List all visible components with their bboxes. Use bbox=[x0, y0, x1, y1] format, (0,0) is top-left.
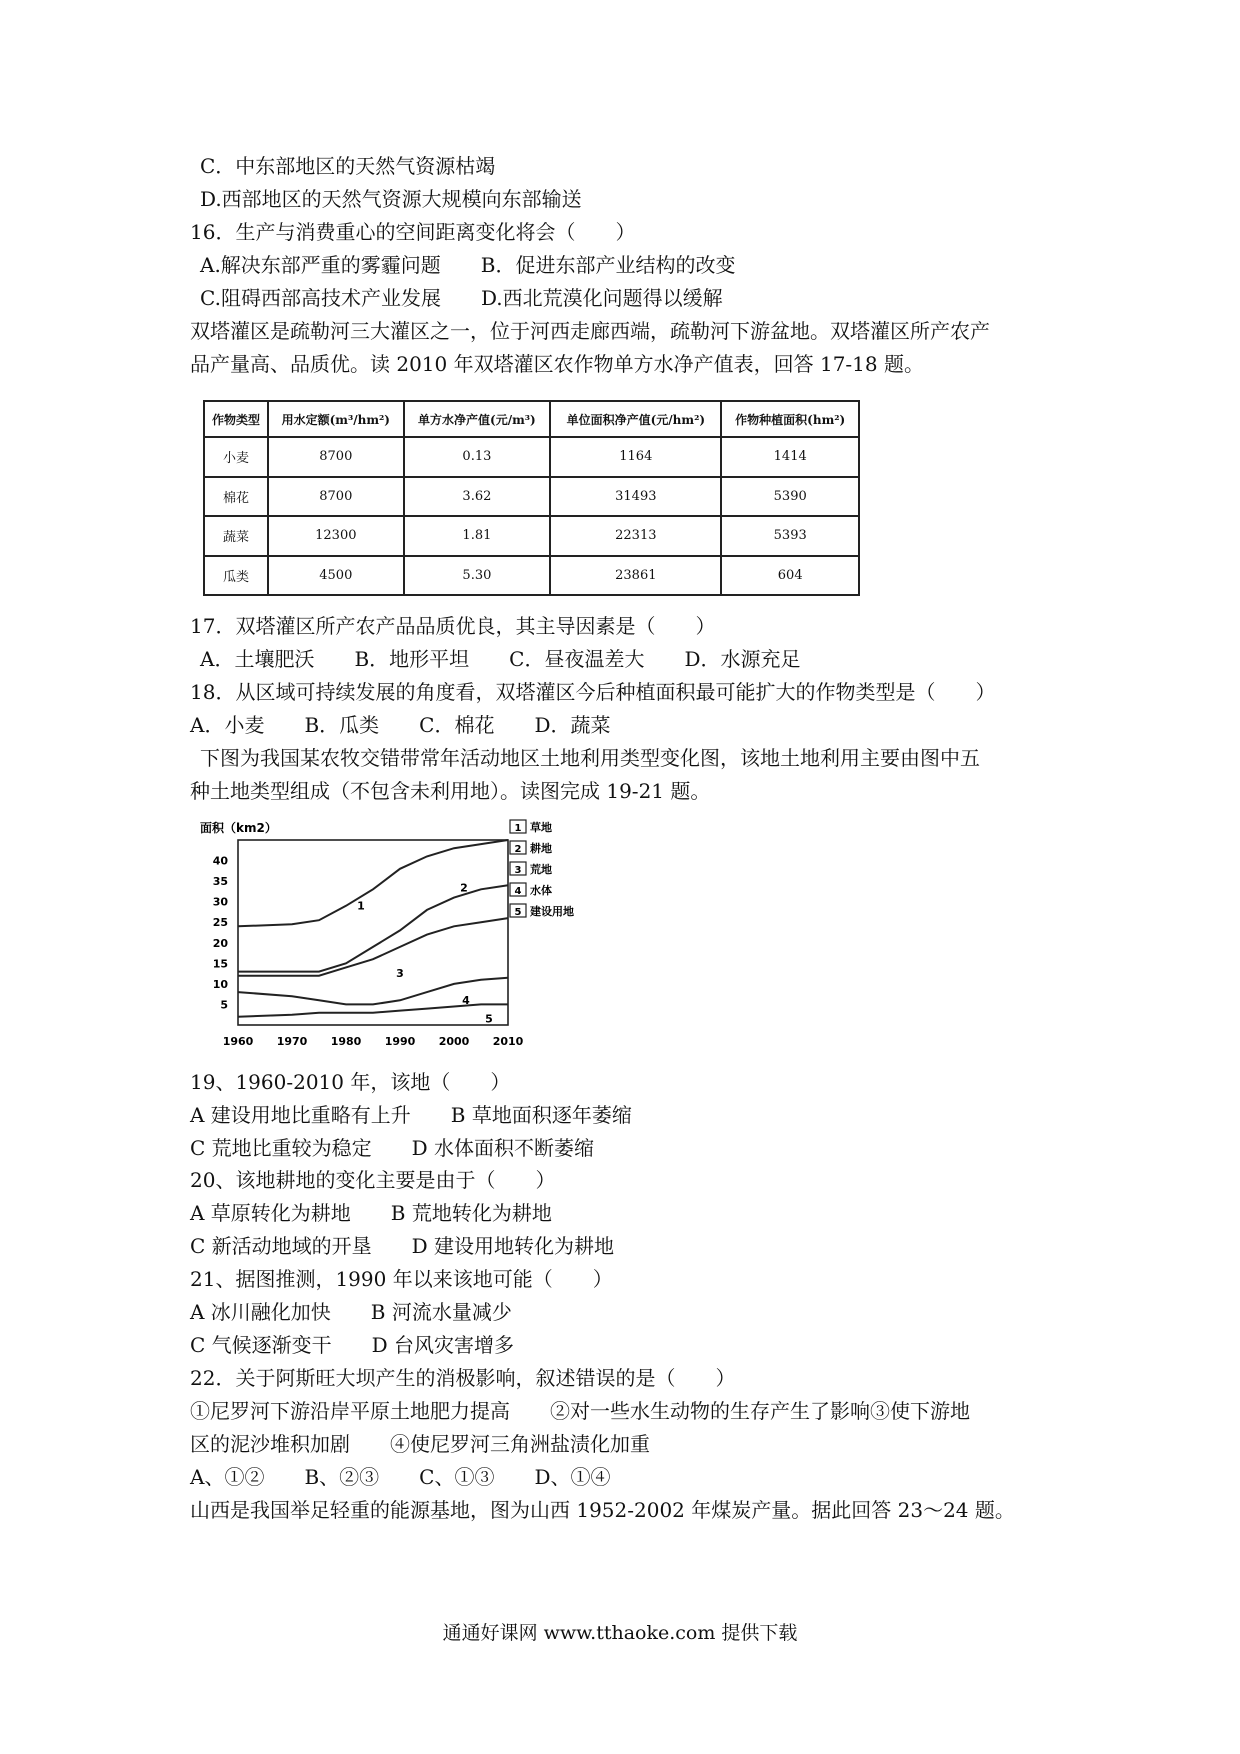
table-cell: 23861 bbox=[550, 556, 721, 596]
y-tick-label: 15 bbox=[212, 957, 228, 971]
legend-label: 草地 bbox=[530, 821, 552, 834]
option-line: D.西部地区的天然气资源大规模向东部输送 bbox=[200, 187, 582, 211]
y-axis-label: 面积（km2） bbox=[200, 821, 277, 835]
legend-number: 3 bbox=[514, 865, 522, 876]
series-number-label: 5 bbox=[485, 1012, 493, 1026]
question-16: 16．生产与消费重心的空间距离变化将会（ ） bbox=[190, 220, 636, 244]
x-tick-label: 1960 bbox=[222, 1035, 254, 1048]
table-cell: 12300 bbox=[268, 516, 404, 556]
page-footer: 通通好课网 www.tthaoke.com 提供下载 bbox=[442, 1622, 798, 1644]
table-row bbox=[204, 556, 859, 596]
option-line: A 冰川融化加快 B 河流水量减少 bbox=[190, 1300, 512, 1324]
table-cell: 5390 bbox=[721, 477, 859, 517]
option-line: C．中东部地区的天然气资源枯竭 bbox=[200, 154, 496, 178]
option-line: A、①② B、②③ C、①③ D、①④ bbox=[190, 1465, 611, 1489]
table-cell: 1414 bbox=[721, 437, 859, 477]
passage-line: 山西是我国举足轻重的能源基地，图为山西 1952-2002 年煤炭产量。据此回答 23～24 题。 bbox=[190, 1498, 1015, 1522]
table-cell: 4500 bbox=[268, 556, 404, 596]
passage-line: 种土地类型组成（不包含未利用地）。读图完成 19-21 题。 bbox=[190, 779, 711, 803]
option-line: C 新活动地域的开垦 D 建设用地转化为耕地 bbox=[190, 1234, 615, 1258]
option-line: A.解决东部严重的雾霾问题 B．促进东部产业结构的改变 bbox=[200, 253, 736, 277]
plot-layer bbox=[213, 840, 524, 1048]
table-cell: 小麦 bbox=[204, 437, 268, 477]
table-cell: 31493 bbox=[550, 477, 721, 517]
option-line: C.阻碍西部高技术产业发展 D.西北荒漠化问题得以缓解 bbox=[200, 286, 723, 310]
question-20: 20、该地耕地的变化主要是由于（ ） bbox=[190, 1168, 556, 1192]
passage-line: 双塔灌区是疏勒河三大灌区之一，位于河西走廊西端，疏勒河下游盆地。双塔灌区所产农产 bbox=[190, 319, 990, 343]
table-cell: 8700 bbox=[268, 437, 404, 477]
question-21: 21、据图推测，1990 年以来该地可能（ ） bbox=[190, 1267, 613, 1291]
table-row bbox=[204, 477, 859, 517]
option-line: A．土壤肥沃 B．地形平坦 C．昼夜温差大 D．水源充足 bbox=[200, 647, 801, 671]
question-22: 22．关于阿斯旺大坝产生的消极影响，叙述错误的是（ ） bbox=[190, 1366, 736, 1390]
table-row bbox=[204, 437, 859, 477]
option-line: C 荒地比重较为稳定 D 水体面积不断萎缩 bbox=[190, 1136, 595, 1160]
y-tick-label: 5 bbox=[220, 998, 228, 1012]
table-cell: 604 bbox=[721, 556, 859, 596]
passage-line: 下图为我国某农牧交错带常年活动地区土地利用类型变化图，该地土地利用主要由图中五 bbox=[200, 746, 980, 770]
legend-label: 建设用地 bbox=[530, 905, 574, 918]
legend-label: 荒地 bbox=[530, 863, 552, 876]
land-use-chart-svg bbox=[190, 818, 610, 1058]
table-cell: 棉花 bbox=[204, 477, 268, 517]
option-line: C 气候逐渐变干 D 台风灾害增多 bbox=[190, 1333, 515, 1357]
table-header-row bbox=[204, 401, 859, 437]
table-header: 单位面积净产值(元/hm²) bbox=[550, 401, 721, 437]
x-tick-label: 1990 bbox=[384, 1035, 416, 1048]
table-header: 作物类型 bbox=[204, 401, 268, 437]
series-number-label: 1 bbox=[357, 899, 365, 913]
table-cell: 8700 bbox=[268, 477, 404, 517]
option-line: A 建设用地比重略有上升 B 草地面积逐年萎缩 bbox=[190, 1103, 632, 1127]
question-19: 19、1960-2010 年，该地（ ） bbox=[190, 1070, 511, 1094]
x-tick-label: 2010 bbox=[492, 1035, 524, 1048]
question-17: 17．双塔灌区所产农产品品质优良，其主导因素是（ ） bbox=[190, 614, 716, 638]
table-row bbox=[204, 516, 859, 556]
statement-line: ①尼罗河下游沿岸平原土地肥力提高 ②对一些水生动物的生存产生了影响③使下游地 bbox=[190, 1399, 970, 1423]
table-cell: 1.81 bbox=[404, 516, 551, 556]
x-tick-label: 1980 bbox=[330, 1035, 362, 1048]
y-tick-label: 25 bbox=[212, 916, 228, 930]
x-tick-label: 2000 bbox=[438, 1035, 470, 1048]
table-cell: 瓜类 bbox=[204, 556, 268, 596]
legend-number: 5 bbox=[514, 907, 522, 918]
table-header: 作物种植面积(hm²) bbox=[721, 401, 859, 437]
crop-water-table bbox=[203, 400, 860, 596]
y-tick-label: 35 bbox=[212, 875, 228, 889]
y-tick-label: 30 bbox=[212, 895, 228, 909]
table-cell: 0.13 bbox=[404, 437, 551, 477]
table-cell: 22313 bbox=[550, 516, 721, 556]
legend-number: 2 bbox=[514, 844, 522, 855]
series-number-label: 4 bbox=[462, 993, 470, 1007]
legend-label: 耕地 bbox=[530, 842, 552, 855]
y-tick-label: 40 bbox=[212, 854, 228, 868]
legend bbox=[510, 820, 574, 918]
table-cell: 3.62 bbox=[404, 477, 551, 517]
legend-label: 水体 bbox=[530, 884, 552, 897]
option-line: A．小麦 B．瓜类 C．棉花 D．蔬菜 bbox=[190, 713, 611, 737]
table-cell: 蔬菜 bbox=[204, 516, 268, 556]
table-header: 单方水净产值(元/m³) bbox=[404, 401, 551, 437]
table-cell: 1164 bbox=[550, 437, 721, 477]
table-cell: 5393 bbox=[721, 516, 859, 556]
legend-number: 1 bbox=[514, 823, 522, 834]
passage-line: 品产量高、品质优。读 2010 年双塔灌区农作物单方水净产值表，回答 17-18 题。 bbox=[190, 352, 924, 376]
y-tick-label: 20 bbox=[212, 936, 228, 950]
series-number-label: 2 bbox=[460, 881, 468, 895]
x-tick-label: 1970 bbox=[276, 1035, 308, 1048]
y-tick-label: 10 bbox=[212, 977, 228, 991]
statement-line: 区的泥沙堆积加剧 ④使尼罗河三角洲盐渍化加重 bbox=[190, 1432, 650, 1456]
table-cell: 5.30 bbox=[404, 556, 551, 596]
question-18: 18．从区域可持续发展的角度看，双塔灌区今后种植面积最可能扩大的作物类型是（ ） bbox=[190, 680, 996, 704]
option-line: A 草原转化为耕地 B 荒地转化为耕地 bbox=[190, 1201, 552, 1225]
table-header: 用水定额(m³/hm²) bbox=[268, 401, 404, 437]
series-number-label: 3 bbox=[396, 966, 404, 980]
land-use-chart bbox=[190, 818, 610, 1058]
legend-number: 4 bbox=[514, 886, 522, 897]
